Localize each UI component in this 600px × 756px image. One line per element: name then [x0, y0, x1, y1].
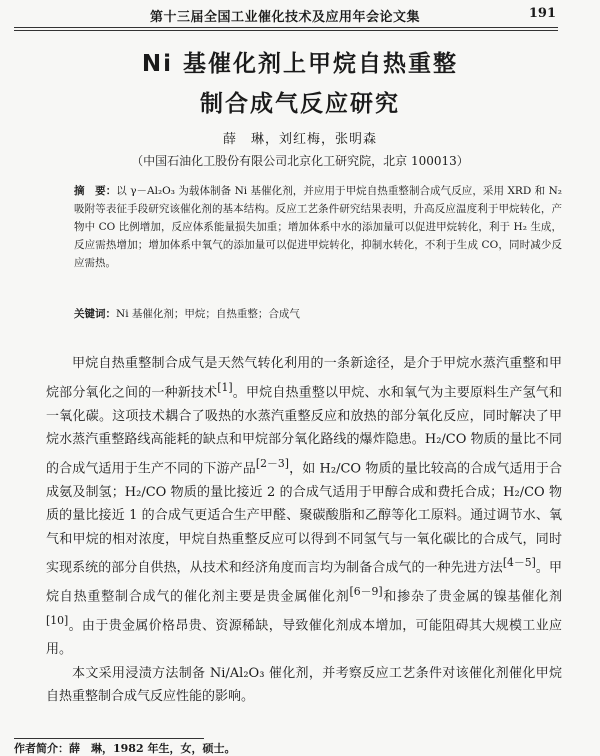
author-footnote: 作者简介：薛 琳，1982 年生，女，硕士。: [14, 742, 236, 755]
paragraph-text: 。甲烷自热重整制合成气的催化剂主要是贵金属催化剂: [46, 560, 562, 605]
citation: [10]: [46, 614, 69, 628]
paragraph-text: 甲烷自热重整制合成气是天然气转化利用的一条新途径，是介于甲烷水蒸汽重整和甲烷部分氧化之间的一种新技术: [46, 356, 562, 400]
paragraph-method: 本文采用浸渍方法制备 Ni/Al₂O₃ 催化剂，并考察反应工艺条件对该催化剂催化甲烷自热重整制合成气反应性能的影响。: [46, 665, 562, 705]
paper-title-line-2: 制合成气反应研究: [200, 91, 400, 117]
paragraph-text: ，如 H₂/CO 物质的量比较高的合成气适用于合成氨及制氢；H₂/CO 物质的量比接近 2 的合成气适用于甲醇合成和费托合成；H₂/CO 物质的量比接近 1 的合成气更适合生产甲醛、聚碳酸脂和乙醇等化工原料。通过调节水、氧气和甲烷的相对浓度，甲烷自热重整反应可以得到不同氢气与一氧化碳比的合成气，同时实现系统的部分自供热，从技术和经济角度而言均为制备合成气的一种先进方法: [46, 461, 562, 576]
keywords-label: 关键词：: [74, 308, 116, 320]
body-text: [46, 352, 562, 709]
paper-title-line-1: Ni 基催化剂上甲烷自热重整: [141, 51, 459, 77]
running-header: [0, 0, 600, 26]
header-rule-bottom: [14, 30, 558, 31]
citation: [6－9]: [349, 585, 383, 599]
citation: [1]: [217, 380, 233, 394]
abstract-label: 摘 要：: [74, 185, 117, 197]
abstract-text: 以 γ－Al₂O₃ 为载体制备 Ni 基催化剂，并应用于甲烷自热重整制合成气反应，采用 XRD 和 N₂ 吸附等表征手段研究该催化剂的基本结构。反应工艺条件研究结果表明，升高反应温度利于甲烷转化，产物中 CO 比例增加，反应体系能量损失加重；增加体系中水的添加量可以促进甲烷转化，利于 H₂ 生成，反应需热增加；增加体系中氧气的添加量可以促进甲烷转化，抑制水转化，不利于生成 CO，同时减少反应需热。: [74, 185, 563, 269]
paragraph-text: 。甲烷自热重整以甲烷、水和氧气为主要原料生产氢气和一氧化碳。这项技术耦合了吸热的水蒸汽重整反应和放热的部分氧化反应，同时解决了甲烷水蒸汽重整路线高能耗的缺点和甲烷部分氧化路线的爆炸隐患。H₂/CO 物质的量比不同的合成气适用于生产不同的下游产品: [46, 384, 562, 477]
abstract: [74, 182, 562, 272]
citation: [2－3]: [255, 456, 289, 470]
citation: [4－5]: [502, 556, 536, 570]
paragraph-text: 和掺杂了贵金属的镍基催化剂: [382, 589, 562, 605]
page-number: 191: [528, 6, 556, 21]
paragraph-intro: [46, 352, 562, 662]
footnote-rule: [14, 738, 204, 739]
paragraph-text: 。由于贵金属价格昂贵、资源稀缺，导致催化剂成本增加，可能阻碍其大规模工业应用。: [46, 618, 562, 658]
affiliation: （中国石油化工股份有限公司北京化工研究院，北京 100013）: [131, 154, 469, 168]
keywords: [74, 306, 562, 321]
proceedings-title: 第十三届全国工业催化技术及应用年会论文集: [150, 10, 421, 25]
keywords-text: Ni 基催化剂；甲烷；自热重整；合成气: [116, 308, 300, 320]
author-list: 薛 琳，刘红梅，张明森: [222, 132, 377, 147]
header-rule-top: [14, 27, 558, 28]
